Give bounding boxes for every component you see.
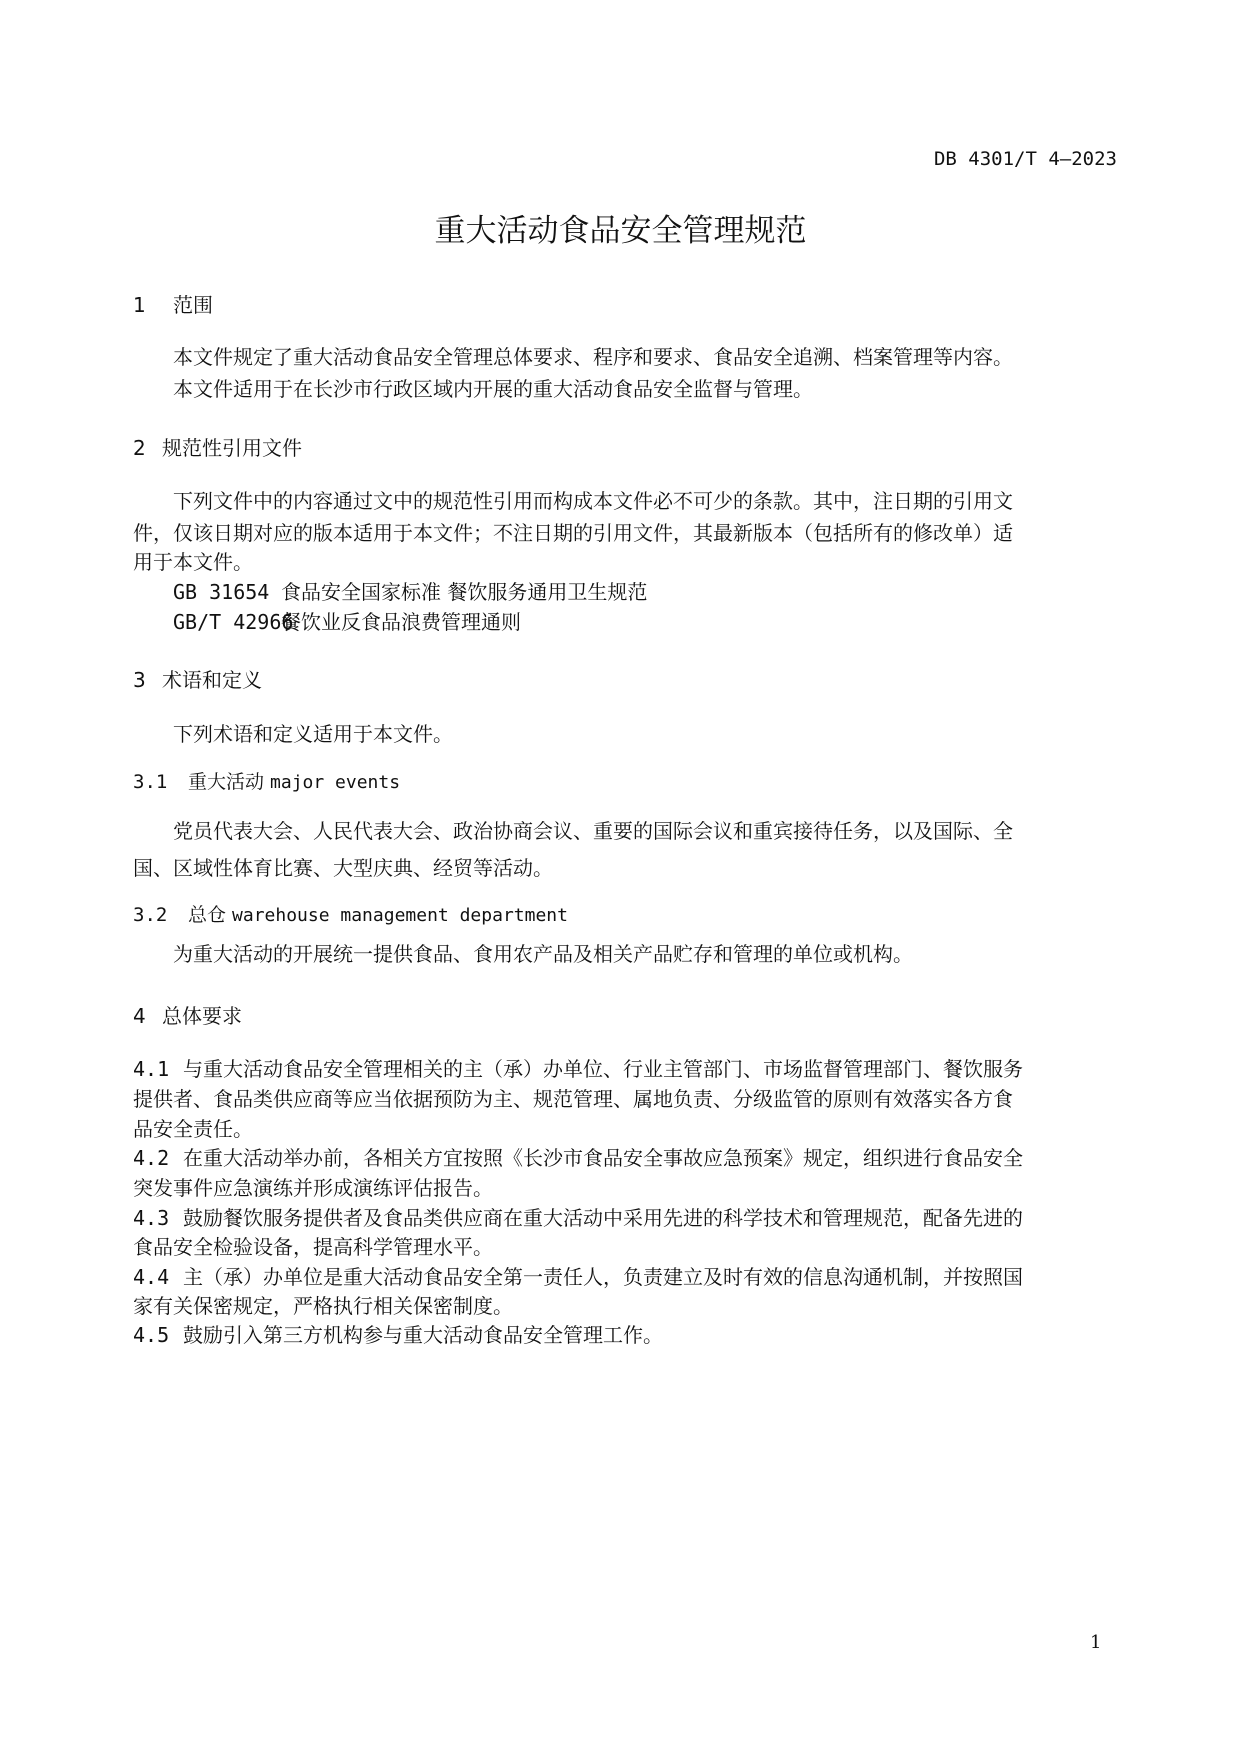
clause-4-2 xyxy=(133,1142,1023,1175)
clause-text: 主（承）办单位是重大活动食品安全第一责任人，负责建立及时有效的信息沟通机制，并按照国 xyxy=(183,1265,1023,1289)
term-number: 3.1 xyxy=(133,771,168,793)
term-3-2-heading xyxy=(133,900,568,927)
clause-text: 鼓励引入第三方机构参与重大活动食品安全管理工作。 xyxy=(183,1323,663,1347)
clause-4-5 xyxy=(133,1319,663,1352)
reference-code: GB 31654 xyxy=(173,580,270,604)
clause-4-4 xyxy=(133,1261,1023,1294)
paragraph-line: 用于本文件。 xyxy=(133,550,253,574)
reference-title: 食品安全国家标准 餐饮服务通用卫生规范 xyxy=(281,580,648,604)
section-title: 总体要求 xyxy=(162,1004,242,1028)
clause-text-line: 食品安全检验设备，提高科学管理水平。 xyxy=(133,1235,493,1259)
paragraph-line: 下列文件中的内容通过文中的规范性引用而构成本文件必不可少的条款。其中，注日期的引用文 xyxy=(173,489,1013,513)
section-title: 范围 xyxy=(173,293,213,317)
term-definition: 党员代表大会、人民代表大会、政治协商会议、重要的国际会议和重宾接待任务，以及国际、全 xyxy=(173,819,1013,843)
section-title: 规范性引用文件 xyxy=(162,436,302,460)
clause-number: 4.4 xyxy=(133,1265,170,1289)
term-name: 总仓 xyxy=(188,904,227,926)
normative-reference xyxy=(173,606,521,635)
section-title: 术语和定义 xyxy=(162,668,262,692)
paragraph-line: 件，仅该日期对应的版本适用于本文件；不注日期的引用文件，其最新版本（包括所有的修改单）适 xyxy=(133,521,1013,545)
section-number: 1 xyxy=(133,293,146,317)
paragraph: 本文件规定了重大活动食品安全管理总体要求、程序和要求、食品安全追溯、档案管理等内容。 xyxy=(173,345,1013,369)
document-number: DB 4301/T 4—2023 xyxy=(933,148,1117,170)
normative-reference xyxy=(173,576,647,605)
section-3-heading xyxy=(133,664,262,693)
section-number: 4 xyxy=(133,1004,146,1028)
clause-4-1 xyxy=(133,1053,1023,1086)
section-number: 2 xyxy=(133,436,146,460)
document-title: 重大活动食品安全管理规范 xyxy=(434,213,807,249)
term-number: 3.2 xyxy=(133,904,168,926)
paragraph: 本文件适用于在长沙市行政区域内开展的重大活动食品安全监督与管理。 xyxy=(173,377,813,401)
term-definition: 为重大活动的开展统一提供食品、食用农产品及相关产品贮存和管理的单位或机构。 xyxy=(173,942,913,966)
term-english: major events xyxy=(270,772,401,793)
reference-title: 餐饮业反食品浪费管理通则 xyxy=(281,610,521,634)
clause-text-line: 突发事件应急演练并形成演练评估报告。 xyxy=(133,1176,493,1200)
clause-number: 4.3 xyxy=(133,1206,170,1230)
clause-number: 4.1 xyxy=(133,1057,170,1081)
clause-text: 在重大活动举办前，各相关方宜按照《长沙市食品安全事故应急预案》规定，组织进行食品安全 xyxy=(183,1146,1023,1170)
clause-number: 4.2 xyxy=(133,1146,170,1170)
clause-text-line: 品安全责任。 xyxy=(133,1117,253,1141)
paragraph: 下列术语和定义适用于本文件。 xyxy=(173,722,453,746)
clause-text-line: 家有关保密规定，严格执行相关保密制度。 xyxy=(133,1294,513,1318)
reference-code: GB/T 42966 xyxy=(173,610,294,634)
page-number: 1 xyxy=(1090,1632,1102,1653)
clause-text: 与重大活动食品安全管理相关的主（承）办单位、行业主管部门、市场监督管理部门、餐饮服务 xyxy=(183,1057,1023,1081)
term-definition: 国、区域性体育比赛、大型庆典、经贸等活动。 xyxy=(133,856,553,880)
clause-text-line: 提供者、食品类供应商等应当依据预防为主、规范管理、属地负责、分级监管的原则有效落实各方食 xyxy=(133,1087,1013,1111)
section-1-heading xyxy=(133,289,213,318)
section-4-heading xyxy=(133,1000,242,1029)
clause-text: 鼓励餐饮服务提供者及食品类供应商在重大活动中采用先进的科学技术和管理规范，配备先进的 xyxy=(183,1206,1023,1230)
term-name: 重大活动 xyxy=(188,771,265,793)
section-2-heading xyxy=(133,432,302,461)
term-english: warehouse management department xyxy=(232,905,568,926)
clause-4-3 xyxy=(133,1202,1023,1235)
section-number: 3 xyxy=(133,668,146,692)
term-3-1-heading xyxy=(133,767,400,794)
clause-number: 4.5 xyxy=(133,1323,170,1347)
